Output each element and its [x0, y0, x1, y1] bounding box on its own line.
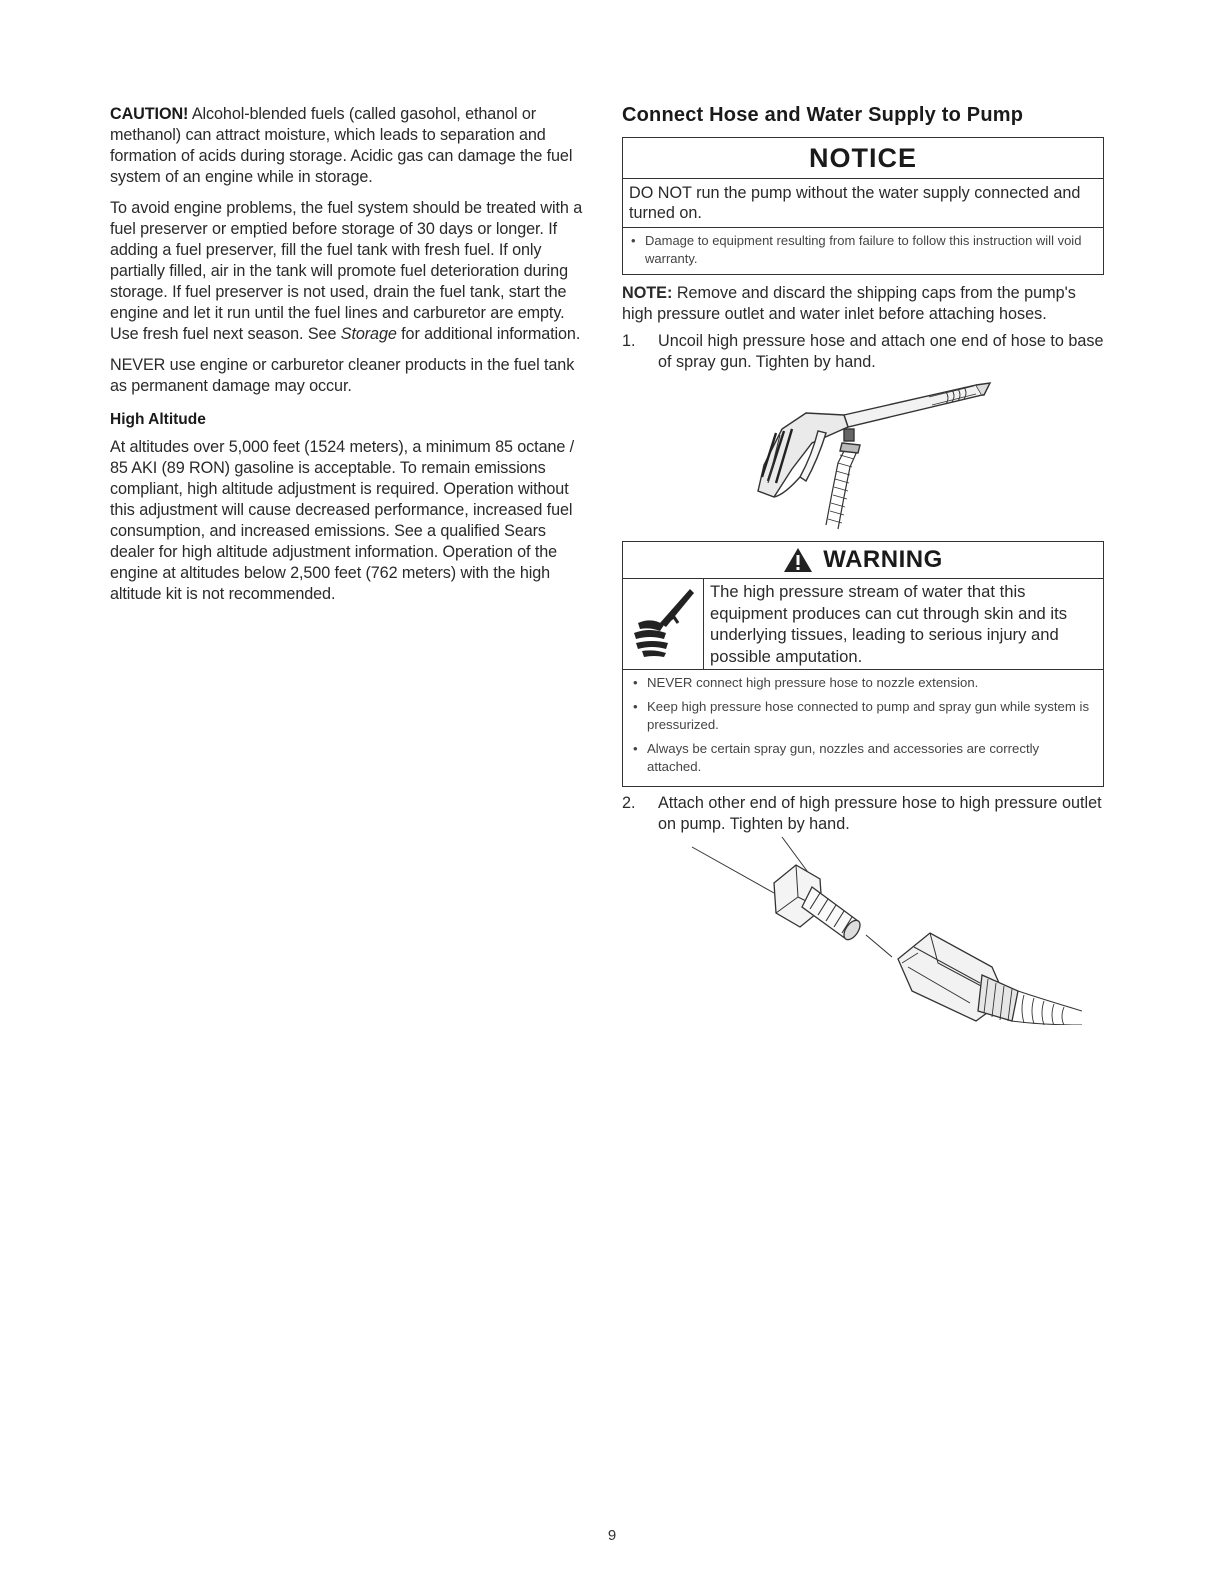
warning-icon-cell	[623, 579, 704, 669]
caution-text: Alcohol-blended fuels (called gasohol, ethanol or methanol) can attract moisture, which leads to separation and formation of acids during storage. Acidic gas can damage the fuel system of an engine while in storage.	[110, 105, 573, 186]
note-label: NOTE:	[622, 284, 673, 302]
step-1-number: 1.	[622, 332, 636, 350]
hose-outlet-illustration	[662, 835, 1082, 1025]
left-column	[110, 104, 592, 615]
section-heading: Connect Hose and Water Supply to Pump	[622, 104, 1024, 126]
warning-bullet	[631, 740, 1095, 776]
warning-triangle-icon	[783, 547, 813, 573]
warning-text: The high pressure stream of water that this equipment produces can cut through skin and its underlying tissues, leading to serious injury and possible amputation.	[710, 582, 1067, 666]
notice-bullet	[623, 228, 1103, 274]
warning-bullet	[631, 698, 1095, 734]
spray-gun-illustration	[714, 373, 1014, 541]
note-text: Remove and discard the shipping caps from the pump's high pressure outlet and water inlet before attaching hoses.	[622, 284, 1076, 323]
storage-reference: Storage	[340, 325, 397, 343]
warning-main	[623, 579, 1103, 670]
step-2	[622, 793, 1106, 835]
note-paragraph	[622, 283, 1106, 325]
caution-paragraph	[110, 104, 592, 188]
step-2-text: Attach other end of high pressure hose to high pressure outlet on pump. Tighten by hand.	[658, 794, 1102, 833]
step-1-text: Uncoil high pressure hose and attach one end of hose to base of spray gun. Tighten by hand.	[658, 332, 1104, 371]
bullet-icon: •	[633, 699, 638, 714]
bullet-icon: •	[633, 675, 638, 690]
high-pressure-injury-icon	[630, 587, 696, 661]
warning-bullet-text: Keep high pressure hose connected to pump and spray gun while system is pressurized.	[647, 699, 1090, 732]
notice-box	[622, 137, 1104, 275]
warning-bullet	[631, 674, 1095, 692]
avoid-tail: for additional information.	[396, 325, 581, 343]
never-paragraph: NEVER use engine or carburetor cleaner products in the fuel tank as permanent damage may occur.	[110, 356, 575, 395]
high-altitude-paragraph: At altitudes over 5,000 feet (1524 meters), a minimum 85 octane / 85 AKI (89 RON) gasoline is acceptable. To remain emissions compliant, high altitude adjustment is required. Operation without this adjustment will cause decreased performance, increased fuel consumption, and increased emissions. See a qualified Sears dealer for high altitude adjustment information. Operation of the engine at altitudes below 2,500 feet (762 meters) with the high altitude kit is not recommended.	[110, 438, 575, 603]
notice-body: DO NOT run the pump without the water supply connected and turned on.	[623, 179, 1103, 228]
notice-title: NOTICE	[623, 138, 1103, 179]
warning-box	[622, 541, 1104, 787]
caution-label: CAUTION!	[110, 105, 189, 123]
warning-title-bar	[623, 542, 1103, 579]
notice-bullet-text: Damage to equipment resulting from failure to follow this instruction will void warranty.	[645, 233, 1082, 266]
right-column	[622, 104, 1106, 1025]
step-1	[622, 331, 1106, 373]
avoid-paragraph	[110, 198, 592, 345]
bullet-icon: •	[631, 233, 636, 248]
high-altitude-heading: High Altitude	[110, 411, 206, 428]
page-number: 9	[607, 1527, 617, 1544]
warning-bullet-text: Always be certain spray gun, nozzles and accessories are correctly attached.	[647, 741, 1040, 774]
warning-bullets	[623, 670, 1103, 786]
bullet-icon: •	[633, 741, 638, 756]
warning-bullet-text: NEVER connect high pressure hose to nozzle extension.	[647, 675, 979, 690]
warning-title: WARNING	[823, 546, 943, 573]
avoid-text: To avoid engine problems, the fuel system should be treated with a fuel preserver or emptied before storage of 30 days or longer. If adding a fuel preserver, fill the fuel tank with fresh fuel. If only partially filled, air in the tank will promote fuel deterioration during storage. If fuel preserver is not used, drain the fuel tank, start the engine and let it run until the fuel lines and carburetor are empty. Use fresh fuel next season. See	[110, 199, 583, 343]
step-2-number: 2.	[622, 794, 636, 812]
